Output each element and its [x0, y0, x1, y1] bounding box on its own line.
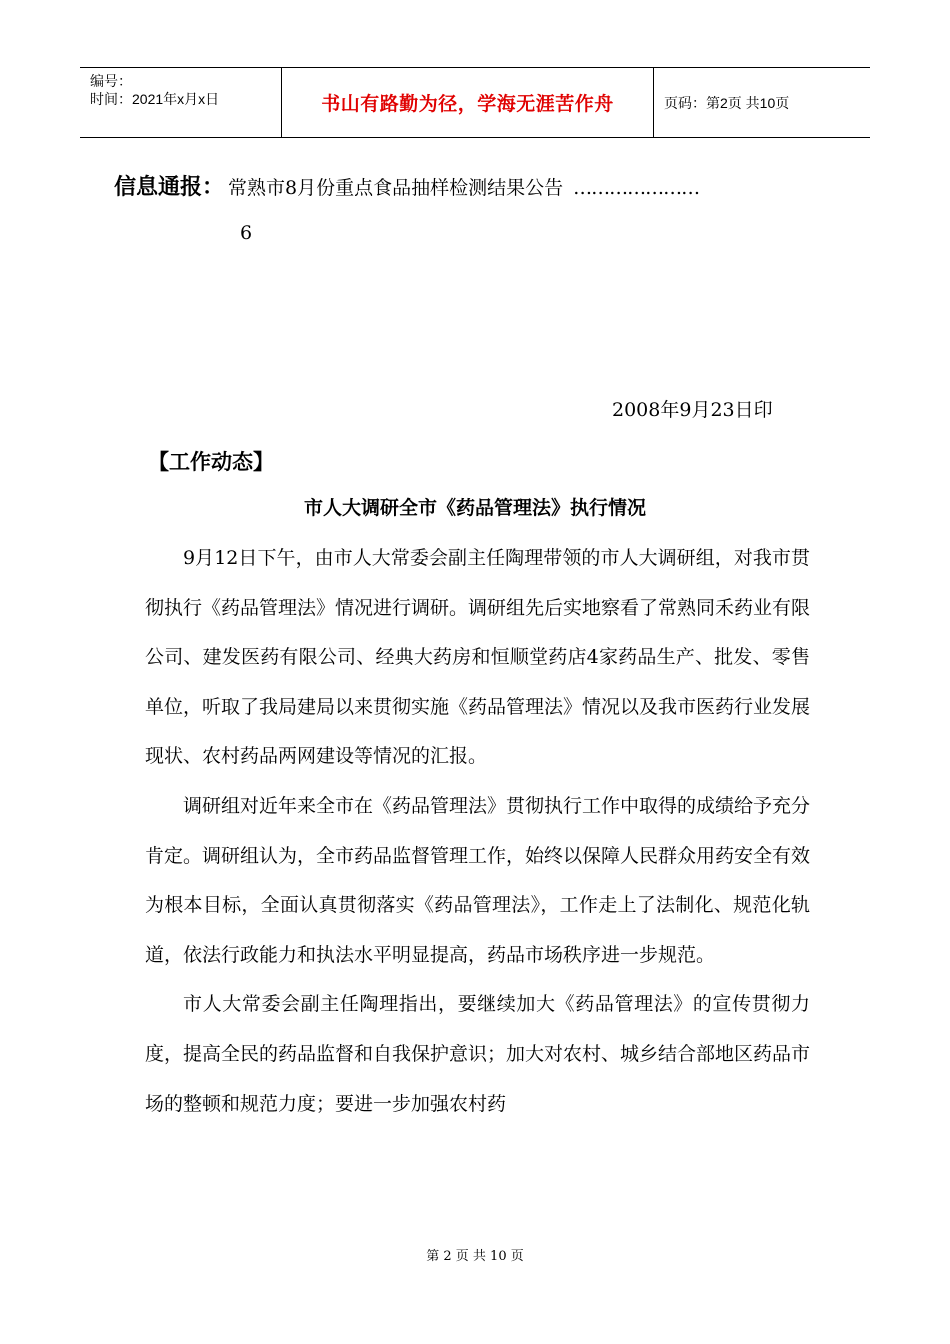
- toc-label: 信息通报：: [114, 175, 225, 200]
- article-title: 市人大调研全市《药品管理法》执行情况: [303, 497, 646, 519]
- header-time-label: 时间：2021年x月x日: [90, 91, 220, 107]
- article-paragraph: 调研组对近年来全市在《药品管理法》贯彻执行工作中取得的成绩给予充分肯定。调研组认为，全市药品监督管理工作，始终以保障人民群众用药安全有效为根本目标，全面认真贯彻落实《药品管理法》，工作走上了法制化、规范化轨道，依法行政能力和执法水平明显提高，药品市场秩序进一步规范。: [145, 794, 811, 966]
- header-motto: 书山有路勤为径，学海无涯苦作舟: [282, 68, 654, 137]
- header-meta-cell: [80, 68, 282, 137]
- article-paragraph: 9月12日下午，由市人大常委会副主任陶理带领的市人大调研组，对我市贯彻执行《药品管理法》情况进行调研。调研组先后实地察看了常熟同禾药业有限公司、建发医药有限公司、经典大药房和恒顺堂药店4家药品生产、批发、零售单位，听取了我局建局以来贯彻实施《药品管理法》情况以及我市医药行业发展现状、农村药品两网建设等情况的汇报。: [145, 547, 811, 768]
- page-header-table: [80, 67, 870, 138]
- toc-leader: …………………: [573, 177, 700, 199]
- header-number-label: 编号：: [90, 73, 132, 89]
- toc-page-number: 6: [240, 222, 253, 244]
- toc-entry-text: 常熟市8月份重点食品抽样检测结果公告: [228, 177, 564, 199]
- article-paragraph: 市人大常委会副主任陶理指出，要继续加大《药品管理法》的宣传贯彻力度，提高全民的药品监督和自我保护意识；加大对农村、城乡结合部地区药品市场的整顿和规范力度；要进一步加强农村药: [145, 993, 811, 1115]
- page-footer: 第 2 页 共 10 页: [426, 1249, 524, 1264]
- header-page-label: 页码：第2页 共10页: [664, 94, 790, 111]
- article-body: [145, 534, 810, 1129]
- section-tag: 【工作动态】: [148, 450, 274, 474]
- toc-entry: [114, 170, 699, 201]
- print-date: 2008年9月23日印: [612, 399, 773, 421]
